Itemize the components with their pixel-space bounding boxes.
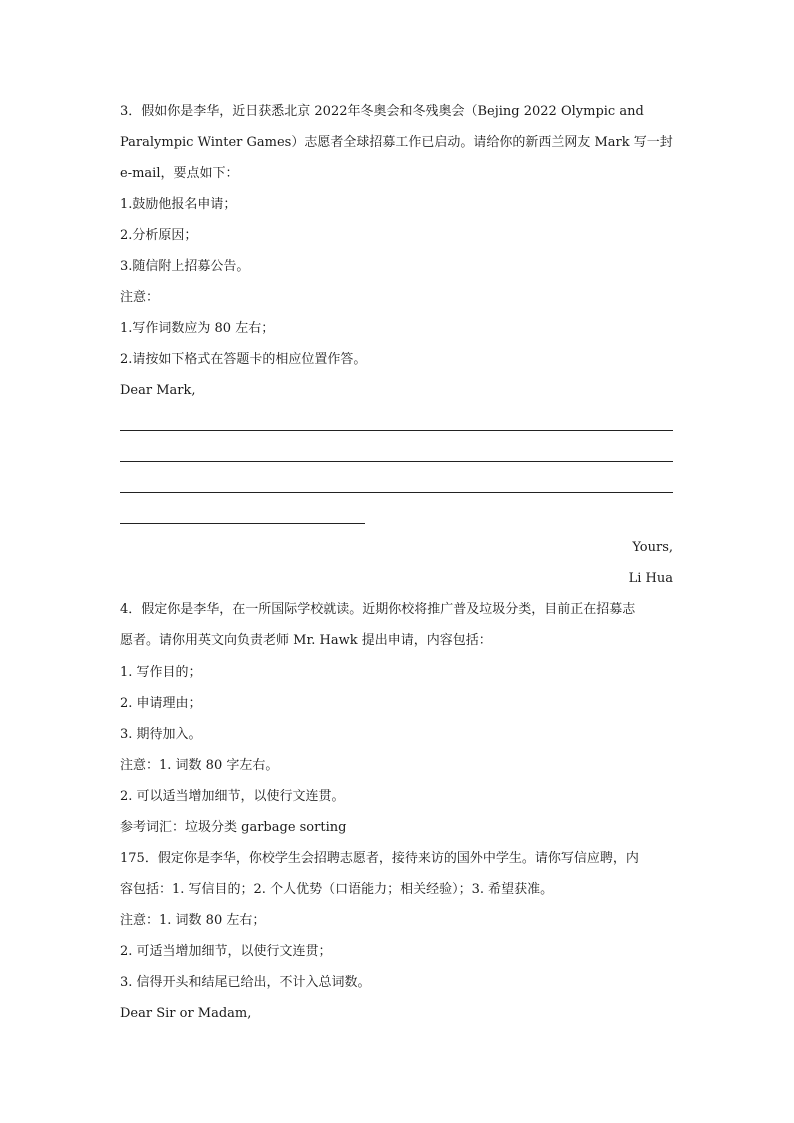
q4-line-2: 愿者。请你用英文向负责老师 Mr. Hawk 提出申请，内容包括： [120,633,492,648]
q175-salutation: Dear Sir or Madam, [120,1006,252,1021]
answer-line-short [120,523,365,524]
q175-line-2: 容包括：1. 写信目的；2. 个人优势（口语能力；相关经验）；3. 希望获准。 [120,882,554,897]
q3-signature: Li Hua [628,571,673,586]
q3-line-3: e-mail，要点如下： [120,166,239,181]
answer-line [120,461,673,462]
q175-note-1: 注意：1. 词数 80 左右； [120,913,266,928]
q3-line-1: 3．假如你是李华，近日获悉北京 2022年冬奥会和冬残奥会（Bejing 2022 Olympic and [120,104,644,119]
q3-line-2: Paralympic Winter Games）志愿者全球招募工作已启动。请给你的新西兰网友 Mark 写一封 [120,135,673,150]
q4-vocabulary: 参考词汇：垃圾分类 garbage sorting [120,820,347,835]
q175-note-2: 2. 可适当增加细节，以使行文连贯； [120,944,332,959]
q4-note-1: 注意：1. 词数 80 字左右。 [120,758,279,773]
q175-note-3: 3. 信得开头和结尾已给出，不计入总词数。 [120,975,371,990]
q3-note-1: 1.写作词数应为 80 左右； [120,321,275,336]
q3-point-1: 1.鼓励他报名申请； [120,197,237,212]
q175-line-1: 175．假定你是李华，你校学生会招聘志愿者，接待来访的国外中学生。请你写信应聘，内 [120,851,639,866]
answer-line [120,492,673,493]
q4-point-3: 3. 期待加入。 [120,727,202,742]
answer-line [120,430,673,431]
q4-note-2: 2. 可以适当增加细节，以使行文连贯。 [120,789,345,804]
q3-point-3: 3.随信附上招募公告。 [120,259,250,274]
q3-note-2: 2.请按如下格式在答题卡的相应位置作答。 [120,352,367,367]
q4-point-2: 2. 申请理由； [120,696,202,711]
q3-closing: Yours, [632,540,673,555]
q3-note-heading: 注意： [120,290,160,305]
q3-salutation: Dear Mark, [120,383,196,398]
q3-point-2: 2.分析原因； [120,228,198,243]
q4-point-1: 1. 写作目的； [120,665,202,680]
q4-line-1: 4．假定你是李华，在一所国际学校就读。近期你校将推广普及垃圾分类，目前正在招募志 [120,602,636,617]
